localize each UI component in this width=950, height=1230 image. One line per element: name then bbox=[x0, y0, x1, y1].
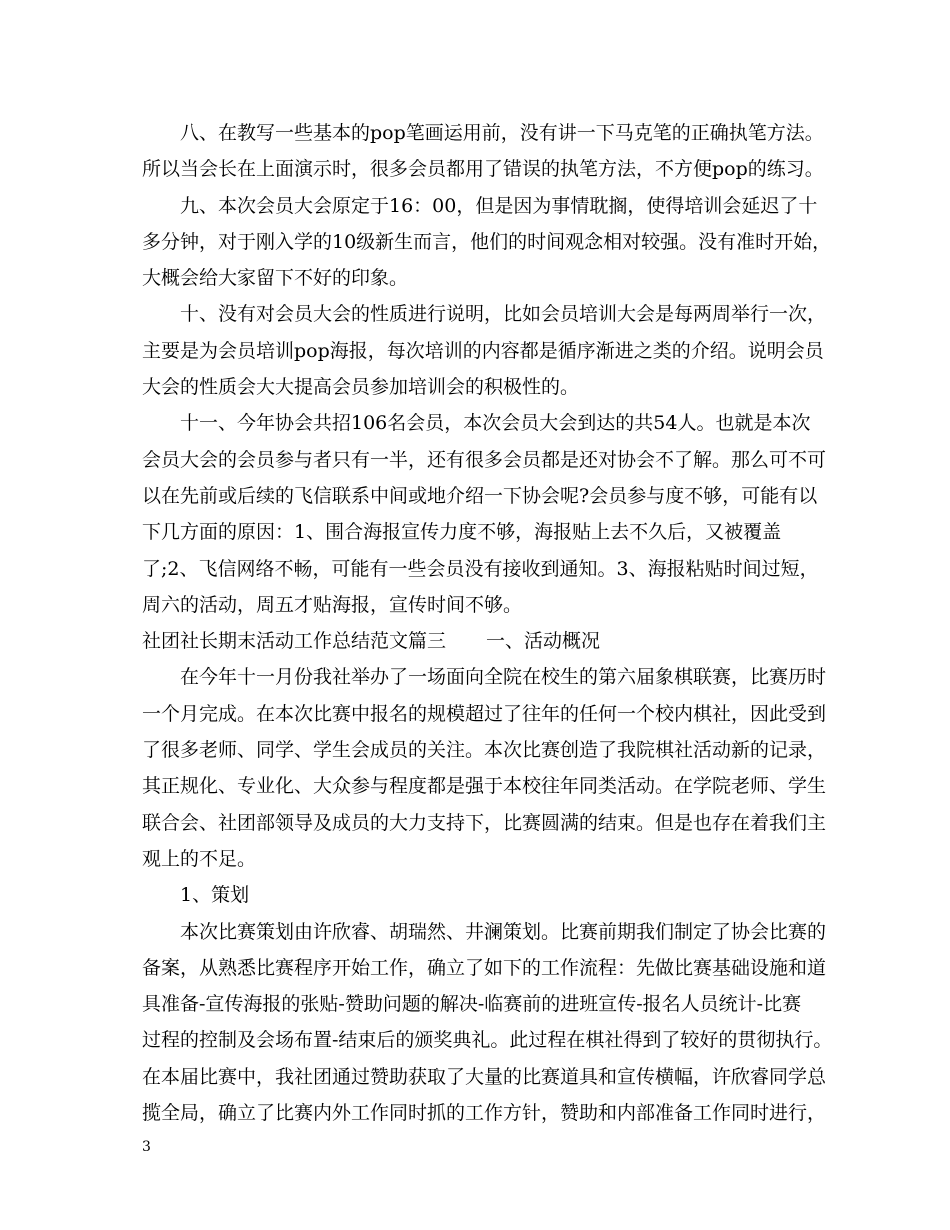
paragraph-line: 联合会、社团部领导及成员的大力支持下，比赛圆满的结束。但是也存在着我们主 bbox=[142, 811, 827, 834]
paragraph-line: 九、本次会员大会原定于16：00，但是因为事情耽搁，使得培训会延迟了十 bbox=[180, 194, 818, 217]
paragraph-line: 十、没有对会员大会的性质进行说明，比如会员培训大会是每两周举行一次， bbox=[180, 303, 827, 326]
paragraph-line: 周六的活动，周五才贴海报，宣传时间不够。 bbox=[142, 593, 523, 616]
paragraph-line: 揽全局，确立了比赛内外工作同时抓的工作方针，赞助和内部准备工作同时进行， bbox=[142, 1102, 827, 1125]
section-title: 社团社长期末活动工作总结范文篇三 bbox=[142, 630, 447, 653]
paragraph-line: 在今年十一月份我社举办了一场面向全院在校生的第六届象棋联赛，比赛历时 bbox=[180, 666, 827, 689]
paragraph-line: 在本届比赛中，我社团通过赞助获取了大量的比赛道具和宣传横幅，许欣睿同学总 bbox=[142, 1065, 827, 1088]
paragraph-line: 所以当会长在上面演示时，很多会员都用了错误的执笔方法，不方便pop的练习。 bbox=[142, 158, 824, 181]
section-heading-line bbox=[142, 623, 810, 659]
paragraph-line: 主要是为会员培训pop海报，每次培训的内容都是循序渐进之类的介绍。说明会员 bbox=[142, 339, 824, 362]
paragraph-line: 了;2、飞信网络不畅，可能有一些会员没有接收到通知。3、海报粘贴时间过短， bbox=[142, 557, 819, 580]
paragraph-line: 下几方面的原因：1、围合海报宣传力度不够，海报贴上去不久后，又被覆盖 bbox=[142, 521, 782, 544]
paragraph-line: 过程的控制及会场布置-结束后的颁奖典礼。此过程在棋社得到了较好的贯彻执行。 bbox=[142, 1029, 833, 1052]
paragraph-line: 其正规化、专业化、大众参与程度都是强于本校往年同类活动。在学院老师、学生 bbox=[142, 775, 827, 798]
subsection-heading: 1、策划 bbox=[180, 884, 250, 907]
paragraph-line: 了很多老师、同学、学生会成员的关注。本次比赛创造了我院棋社活动新的记录， bbox=[142, 739, 827, 762]
page-number: 3 bbox=[142, 1139, 151, 1155]
paragraph-line: 十一、今年协会共招106名会员，本次会员大会到达的共54人。也就是本次 bbox=[180, 412, 811, 435]
paragraph-line: 观上的不足。 bbox=[142, 847, 257, 870]
paragraph-line: 本次比赛策划由许欣睿、胡瑞然、井澜策划。比赛前期我们制定了协会比赛的 bbox=[180, 920, 827, 943]
paragraph-line: 大会的性质会大大提高会员参加培训会的积极性的。 bbox=[142, 376, 580, 399]
document-body bbox=[142, 115, 833, 1131]
paragraph-line: 多分钟，对于刚入学的10级新生而言，他们的时间观念相对较强。没有准时开始， bbox=[142, 230, 832, 253]
paragraph-line: 备案，从熟悉比赛程序开始工作，确立了如下的工作流程：先做比赛基础设施和道 bbox=[142, 956, 827, 979]
paragraph-line: 一个月完成。在本次比赛中报名的规模超过了往年的任何一个校内棋社，因此受到 bbox=[142, 702, 827, 725]
paragraph-line: 会员大会的会员参与者只有一半，还有很多会员都是还对协会不了解。那么可不可 bbox=[142, 448, 827, 471]
paragraph-line: 以在先前或后续的飞信联系中间或地介绍一下协会呢?会员参与度不够，可能有以 bbox=[142, 484, 818, 507]
paragraph-line: 大概会给大家留下不好的印象。 bbox=[142, 267, 409, 290]
paragraph-line: 具准备-宣传海报的张贴-赞助问题的解决-临赛前的进班宣传-报名人员统计-比赛 bbox=[142, 993, 802, 1016]
paragraph-line: 八、在教写一些基本的pop笔画运用前，没有讲一下马克笔的正确执笔方法。 bbox=[180, 122, 824, 144]
subsection-title: 一、活动概况 bbox=[486, 630, 601, 653]
